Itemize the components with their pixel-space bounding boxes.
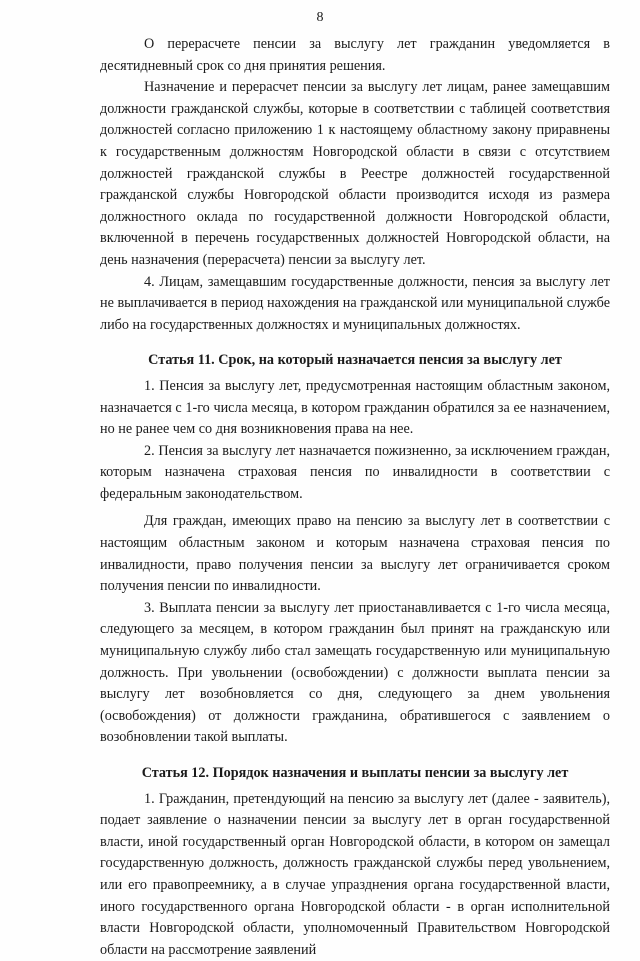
document-body [100, 34, 610, 961]
paragraph: Для граждан, имеющих право на пенсию за выслугу лет в соответствии с настоящим областным законом и которым назначена страховая пенсия по инвалидности, право получения пенсии за выслугу лет ограничивается сроком получения пенсии по инвалидности. [100, 513, 610, 595]
paragraph: О перерасчете пенсии за выслугу лет гражданин уведомляется в десятидневный срок со дня принятия решения. [100, 36, 610, 74]
article-11-heading: Статья 11. Срок, на который назначается пенсия за выслугу лет [148, 352, 562, 369]
page-number: 8 [316, 10, 324, 25]
paragraph: 2. Пенсия за выслугу лет назначается пожизненно, за исключением граждан, которым назначена страховая пенсия по инвалидности в соответствии с федеральным законодательством. [100, 442, 610, 502]
article-12-heading: Статья 12. Порядок назначения и выплаты пенсии за выслугу лет [141, 765, 569, 781]
paragraph: Назначение и перерасчет пенсии за выслугу лет лицам, ранее замещавшим должности гражданской службы, которые в соответствии с таблицей соответствия должностей согласно приложению 1 к настоящему областному закону приравнены к государственным должностям Новгородской области в связи с отсутствием должностей гражданской службы в Реестре должностей государственной гражданской службы Новгородской области производится исходя из размера должностного оклада по государственной должности Новгородской области, включенной в перечень государственных должностей Новгородской области, на день назначения (перерасчета) пенсии за выслугу лет. [100, 79, 610, 268]
paragraph: 1. Гражданин, претендующий на пенсию за выслугу лет (далее - заявитель), подает заявление о назначении пенсии за выслугу лет в орган государственной власти, иной государственный орган Новгородской области, в котором он замещал государственную должность, должность гражданской службы перед увольнением, или его правопреемнику, а в случае упразднения органа государственной власти, иного государственного органа Новгородской области - в орган исполнительной власти Новгородской области, уполномоченный Правительством Новгородской области на рассмотрение заявлений [100, 790, 610, 958]
paragraph: 1. Пенсия за выслугу лет, предусмотренная настоящим областным законом, назначается с 1-го числа месяца, в котором гражданин обратился за ее назначением, но не ранее чем со дня возникновения права на нее. [100, 377, 610, 438]
paragraph: 3. Выплата пенсии за выслугу лет приостанавливается с 1-го числа месяца, следующего за месяцем, в котором гражданин был принят на гражданскую или муниципальную службу либо стал замещать государственную или муниципальную должность. При увольнении (освобождении) с должности выплата пенсии за выслугу лет возобновляется со дня, следующего за днем увольнения (освобождения) от должности гражданина, обратившегося с заявлением о возобновлении такой выплаты. [100, 599, 610, 746]
paragraph: 4. Лицам, замещавшим государственные должности, пенсия за выслугу лет не выплачивается в период нахождения на гражданской или муниципальной службе либо на государственных должностях и муниципальных должностях. [100, 273, 610, 333]
